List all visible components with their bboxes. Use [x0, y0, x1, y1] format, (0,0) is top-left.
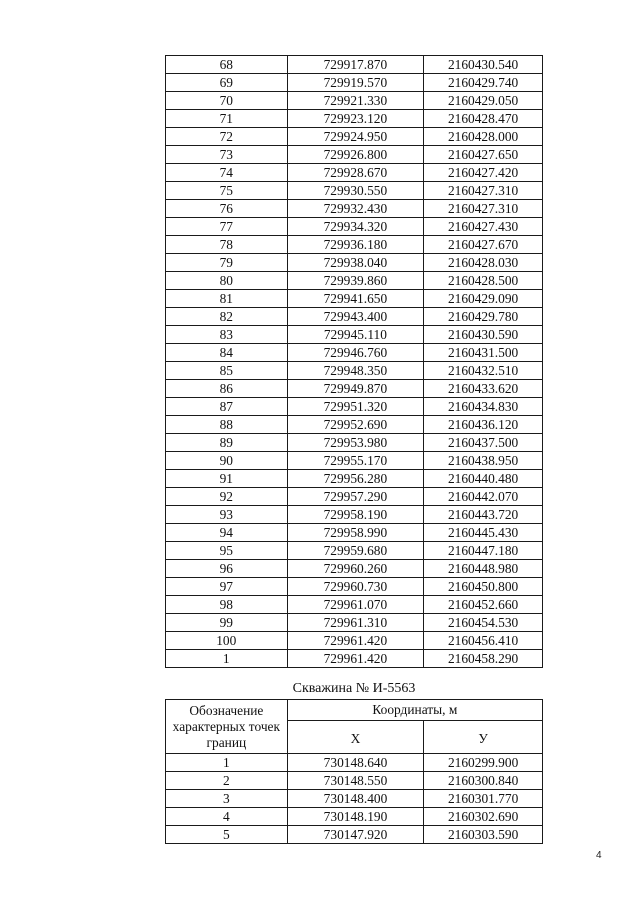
point-number-cell: 89	[166, 434, 288, 452]
table-row	[166, 326, 543, 344]
table-row	[166, 164, 543, 182]
y-coordinate-cell: 2160431.500	[424, 344, 543, 362]
x-coordinate-cell: 730148.190	[287, 808, 424, 826]
table-row	[166, 596, 543, 614]
table-row	[166, 416, 543, 434]
well-table-header-row	[166, 700, 543, 721]
x-coordinate-cell: 729957.290	[287, 488, 424, 506]
point-number-cell: 91	[166, 470, 288, 488]
point-number-cell: 76	[166, 200, 288, 218]
x-coordinate-cell: 729961.420	[287, 650, 424, 668]
point-number-cell: 1	[166, 754, 288, 772]
x-coordinate-cell: 729949.870	[287, 380, 424, 398]
table-row	[166, 182, 543, 200]
y-coordinate-cell: 2160299.900	[424, 754, 543, 772]
point-number-cell: 1	[166, 650, 288, 668]
point-number-cell: 74	[166, 164, 288, 182]
table-row	[166, 632, 543, 650]
x-coordinate-cell: 730148.550	[287, 772, 424, 790]
point-number-cell: 98	[166, 596, 288, 614]
table-row	[166, 110, 543, 128]
y-coordinate-cell: 2160429.050	[424, 92, 543, 110]
x-coordinate-cell: 730148.640	[287, 754, 424, 772]
x-coordinate-cell: 729923.120	[287, 110, 424, 128]
well-table-row	[166, 772, 543, 790]
y-coordinate-cell: 2160428.500	[424, 272, 543, 290]
well-section-title: Скважина № И-5563	[292, 681, 416, 696]
x-coordinate-cell: 729938.040	[287, 254, 424, 272]
point-number-cell: 83	[166, 326, 288, 344]
x-coordinate-cell: 729961.070	[287, 596, 424, 614]
x-coordinate-cell: 729917.870	[287, 56, 424, 74]
point-number-cell: 2	[166, 772, 288, 790]
point-number-cell: 86	[166, 380, 288, 398]
table-row	[166, 200, 543, 218]
table-row	[166, 434, 543, 452]
x-coordinate-cell: 729960.730	[287, 578, 424, 596]
well-table-row	[166, 808, 543, 826]
point-number-cell: 4	[166, 808, 288, 826]
x-coordinate-cell: 729953.980	[287, 434, 424, 452]
y-coordinate-cell: 2160437.500	[424, 434, 543, 452]
table-row	[166, 362, 543, 380]
y-coordinate-cell: 2160427.310	[424, 200, 543, 218]
point-number-cell: 95	[166, 542, 288, 560]
y-coordinate-cell: 2160428.470	[424, 110, 543, 128]
point-number-cell: 68	[166, 56, 288, 74]
table-row	[166, 488, 543, 506]
page-number: 4	[596, 850, 602, 861]
y-coordinate-cell: 2160303.590	[424, 826, 543, 844]
x-coordinate-cell: 729946.760	[287, 344, 424, 362]
y-coordinate-cell: 2160427.670	[424, 236, 543, 254]
y-coordinate-cell: 2160436.120	[424, 416, 543, 434]
table-row	[166, 290, 543, 308]
y-coordinate-cell: 2160427.430	[424, 218, 543, 236]
x-coordinate-cell: 730148.400	[287, 790, 424, 808]
y-coordinate-cell: 2160447.180	[424, 542, 543, 560]
y-coordinate-cell: 2160458.290	[424, 650, 543, 668]
point-number-cell: 99	[166, 614, 288, 632]
y-coordinate-cell: 2160427.420	[424, 164, 543, 182]
table-row	[166, 146, 543, 164]
x-coordinate-cell: 729956.280	[287, 470, 424, 488]
table-row	[166, 92, 543, 110]
point-number-cell: 100	[166, 632, 288, 650]
y-coordinate-cell: 2160438.950	[424, 452, 543, 470]
x-coordinate-cell: 729924.950	[287, 128, 424, 146]
x-coordinate-cell: 729948.350	[287, 362, 424, 380]
x-coordinate-cell: 729960.260	[287, 560, 424, 578]
coordinates-header: Координаты, м	[287, 700, 542, 721]
point-number-cell: 94	[166, 524, 288, 542]
point-number-cell: 87	[166, 398, 288, 416]
y-coordinate-cell: 2160434.830	[424, 398, 543, 416]
point-number-cell: 93	[166, 506, 288, 524]
point-number-cell: 73	[166, 146, 288, 164]
x-coordinate-cell: 729951.320	[287, 398, 424, 416]
x-coordinate-cell: 729939.860	[287, 272, 424, 290]
point-number-cell: 80	[166, 272, 288, 290]
table-row	[166, 560, 543, 578]
x-coordinate-cell: 729921.330	[287, 92, 424, 110]
point-number-cell: 88	[166, 416, 288, 434]
table-row	[166, 614, 543, 632]
table-row	[166, 398, 543, 416]
y-coordinate-cell: 2160300.840	[424, 772, 543, 790]
point-number-cell: 92	[166, 488, 288, 506]
y-coordinate-cell: 2160427.310	[424, 182, 543, 200]
point-number-cell: 78	[166, 236, 288, 254]
table-row	[166, 254, 543, 272]
point-number-cell: 77	[166, 218, 288, 236]
table-row	[166, 272, 543, 290]
y-coordinate-cell: 2160450.800	[424, 578, 543, 596]
y-coordinate-cell: 2160454.530	[424, 614, 543, 632]
table-row	[166, 380, 543, 398]
x-coordinate-cell: 729961.310	[287, 614, 424, 632]
coordinates-table	[165, 55, 543, 668]
point-number-cell: 70	[166, 92, 288, 110]
point-number-cell: 97	[166, 578, 288, 596]
x-coordinate-cell: 729932.430	[287, 200, 424, 218]
x-coordinate-cell: 729952.690	[287, 416, 424, 434]
y-coordinate-cell: 2160428.000	[424, 128, 543, 146]
point-number-cell: 75	[166, 182, 288, 200]
y-coordinate-cell: 2160429.740	[424, 74, 543, 92]
well-table-row	[166, 790, 543, 808]
point-number-cell: 85	[166, 362, 288, 380]
point-number-cell: 82	[166, 308, 288, 326]
y-coordinate-cell: 2160430.540	[424, 56, 543, 74]
point-number-cell: 79	[166, 254, 288, 272]
table-row	[166, 236, 543, 254]
x-column-header: X	[287, 721, 424, 754]
x-coordinate-cell: 729943.400	[287, 308, 424, 326]
well-coordinates-table	[165, 699, 543, 844]
well-table-body	[166, 754, 543, 844]
table-row	[166, 470, 543, 488]
table-row	[166, 542, 543, 560]
well-table-row	[166, 826, 543, 844]
well-table-header	[166, 700, 543, 754]
x-coordinate-cell: 729941.650	[287, 290, 424, 308]
x-coordinate-cell: 729945.110	[287, 326, 424, 344]
y-coordinate-cell: 2160442.070	[424, 488, 543, 506]
x-coordinate-cell: 729930.550	[287, 182, 424, 200]
table-row	[166, 524, 543, 542]
y-coordinate-cell: 2160432.510	[424, 362, 543, 380]
y-coordinate-cell: 2160440.480	[424, 470, 543, 488]
x-coordinate-cell: 729958.990	[287, 524, 424, 542]
table-row	[166, 452, 543, 470]
x-coordinate-cell: 729936.180	[287, 236, 424, 254]
x-coordinate-cell: 729926.800	[287, 146, 424, 164]
table-row	[166, 344, 543, 362]
x-coordinate-cell: 729928.670	[287, 164, 424, 182]
y-coordinate-cell: 2160302.690	[424, 808, 543, 826]
y-coordinate-cell: 2160428.030	[424, 254, 543, 272]
point-number-cell: 81	[166, 290, 288, 308]
table-row	[166, 506, 543, 524]
point-number-cell: 84	[166, 344, 288, 362]
table-row	[166, 218, 543, 236]
y-coordinate-cell: 2160429.090	[424, 290, 543, 308]
table-row	[166, 56, 543, 74]
point-number-cell: 90	[166, 452, 288, 470]
point-number-cell: 3	[166, 790, 288, 808]
point-number-cell: 71	[166, 110, 288, 128]
y-coordinate-cell: 2160443.720	[424, 506, 543, 524]
table-row	[166, 308, 543, 326]
table-row	[166, 578, 543, 596]
designation-header: Обозначение характерных точек границ	[166, 700, 288, 754]
y-coordinate-cell: 2160452.660	[424, 596, 543, 614]
y-coordinate-cell: 2160427.650	[424, 146, 543, 164]
x-coordinate-cell: 729961.420	[287, 632, 424, 650]
y-coordinate-cell: 2160445.430	[424, 524, 543, 542]
table-row	[166, 128, 543, 146]
coordinates-table-body	[166, 56, 543, 668]
table-row	[166, 650, 543, 668]
x-coordinate-cell: 729958.190	[287, 506, 424, 524]
well-table-row	[166, 754, 543, 772]
point-number-cell: 5	[166, 826, 288, 844]
x-coordinate-cell: 729955.170	[287, 452, 424, 470]
x-coordinate-cell: 730147.920	[287, 826, 424, 844]
y-coordinate-cell: 2160301.770	[424, 790, 543, 808]
y-column-header: У	[424, 721, 543, 754]
point-number-cell: 69	[166, 74, 288, 92]
y-coordinate-cell: 2160433.620	[424, 380, 543, 398]
point-number-cell: 96	[166, 560, 288, 578]
y-coordinate-cell: 2160429.780	[424, 308, 543, 326]
y-coordinate-cell: 2160456.410	[424, 632, 543, 650]
table-row	[166, 74, 543, 92]
x-coordinate-cell: 729934.320	[287, 218, 424, 236]
point-number-cell: 72	[166, 128, 288, 146]
x-coordinate-cell: 729959.680	[287, 542, 424, 560]
x-coordinate-cell: 729919.570	[287, 74, 424, 92]
y-coordinate-cell: 2160430.590	[424, 326, 543, 344]
y-coordinate-cell: 2160448.980	[424, 560, 543, 578]
